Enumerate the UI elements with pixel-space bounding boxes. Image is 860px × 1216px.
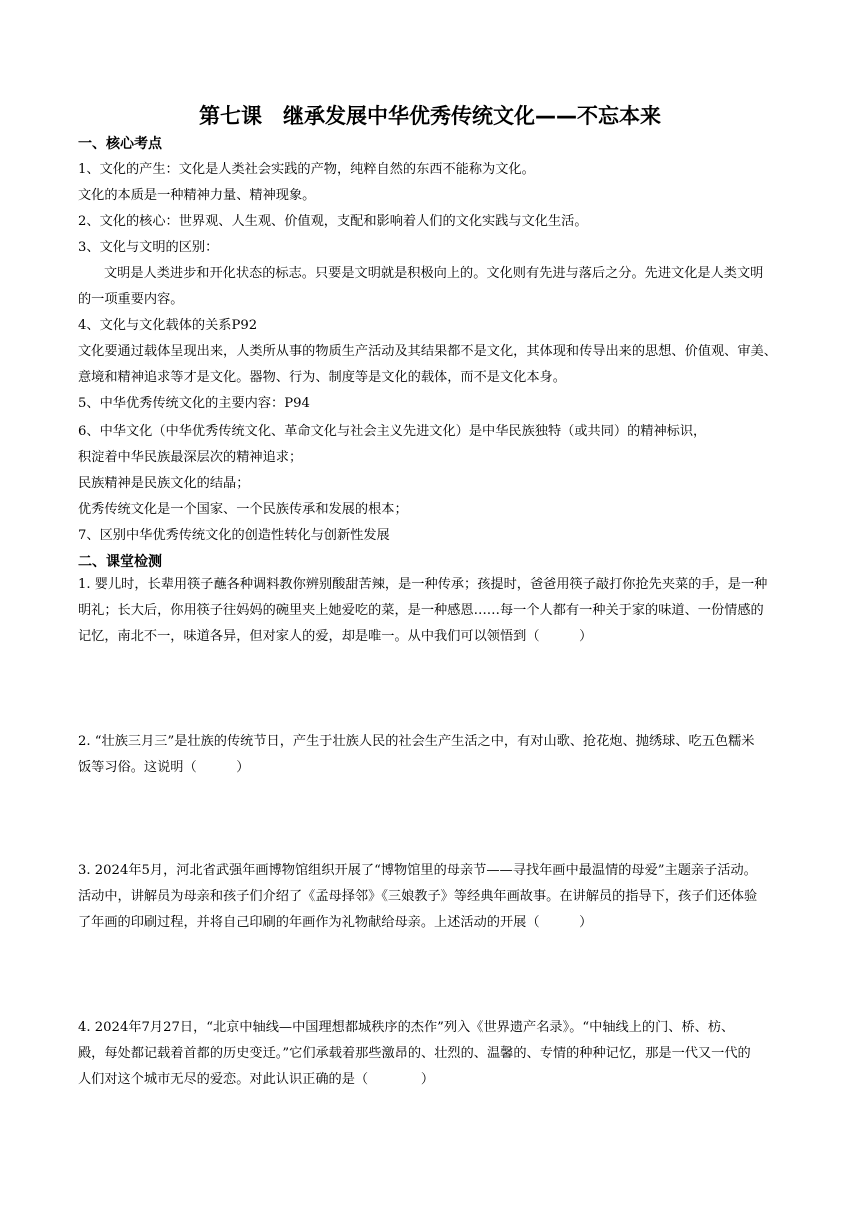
question-2-stem: 饭等习俗。这说明（ ） [78,760,250,775]
section-heading-test: 二、课堂检测 [78,554,162,570]
point-line: 3、文化与文明的区别： [78,240,219,255]
question-2-stem: 2. “壮族三月三”是壮族的传统节日，产生于壮族人民的社会生产生活之中，有对山歌、抢花炮、抛绣球、吃五色糯米 [78,734,755,749]
question-4-stem: 人们对这个城市无尽的爱恋。对此认识正确的是（ ） [78,1072,435,1087]
point-line: 文化要通过载体呈现出来，人类所从事的物质生产活动及其结果都不是文化，其体现和传导出来的思想、价值观、审美、 [78,344,777,359]
question-3-stem: 活动中，讲解员为母亲和孩子们介绍了《孟母择邻》《三娘教子》等经典年画故事。在讲解员的指导下，孩子们还体验 [78,889,758,904]
question-4-stem: 4. 2024年7月27日，“北京中轴线—中国理想都城秩序的杰作”列入《世界遗产名录》。“中轴线上的门、桥、枋、 [78,1020,735,1035]
question-3-stem: 了年画的印刷过程，并将自己印刷的年画作为礼物献给母亲。上述活动的开展（ ） [78,915,593,930]
point-line: 积淀着中华民族最深层次的精神追求； [78,450,303,465]
point-line: 1、文化的产生：文化是人类社会实践的产物，纯粹自然的东西不能称为文化。 [78,162,535,177]
point-line: 2、文化的核心：世界观、人生观、价值观，支配和影响着人们的文化实践与文化生活。 [78,214,588,229]
question-4-stem: 殿，每处都记载着首都的历史变迁。”它们承载着那些激昂的、壮烈的、温馨的、专情的种种记忆，那是一代又一代的 [78,1046,751,1061]
question-1-stem: 记忆，南北不一，味道各异，但对家人的爱，却是唯一。从中我们可以领悟到（ ） [78,629,593,644]
point-line: 文明是人类进步和开化状态的标志。只要是文明就是积极向上的。文化则有先进与落后之分。先进文化是人类文明 [104,266,764,281]
point-line: 的一项重要内容。 [78,292,184,307]
point-line: 意境和精神追求等才是文化。器物、行为、制度等是文化的载体，而不是文化本身。 [78,370,566,385]
point-line: 优秀传统文化是一个国家、一个民族传承和发展的根本； [78,502,408,517]
question-1-stem: 明礼；长大后，你用筷子往妈妈的碗里夹上她爱吃的菜，是一种感恩……每一个人都有一种关于家的味道、一份情感的 [78,603,764,618]
question-1-stem: 1. 婴儿时，长辈用筷子蘸各种调料教你辨别酸甜苦辣，是一种传承；孩提时，爸爸用筷子敲打你抢先夹菜的手，是一种 [78,577,768,592]
section-heading-core: 一、核心考点 [78,136,162,152]
point-line: 7、区别中华优秀传统文化的创造性转化与创新性发展 [78,528,390,543]
point-line: 5、中华优秀传统文化的主要内容：P94 [78,396,310,411]
point-line: 4、文化与文化载体的关系P92 [78,318,258,333]
point-line: 6、中华文化（中华优秀传统文化、革命文化与社会主义先进文化）是中华民族独特（或共同）的精神标识， [78,424,707,439]
point-line: 民族精神是民族文化的结晶； [78,476,250,491]
point-line: 文化的本质是一种精神力量、精神现象。 [78,188,316,203]
lesson-title: 第七课 继承发展中华优秀传统文化——不忘本来 [199,104,661,128]
question-3-stem: 3. 2024年5月，河北省武强年画博物馆组织开展了“博物馆里的母亲节——寻找年画中最温情的母爱”主题亲子活动。 [78,863,757,878]
